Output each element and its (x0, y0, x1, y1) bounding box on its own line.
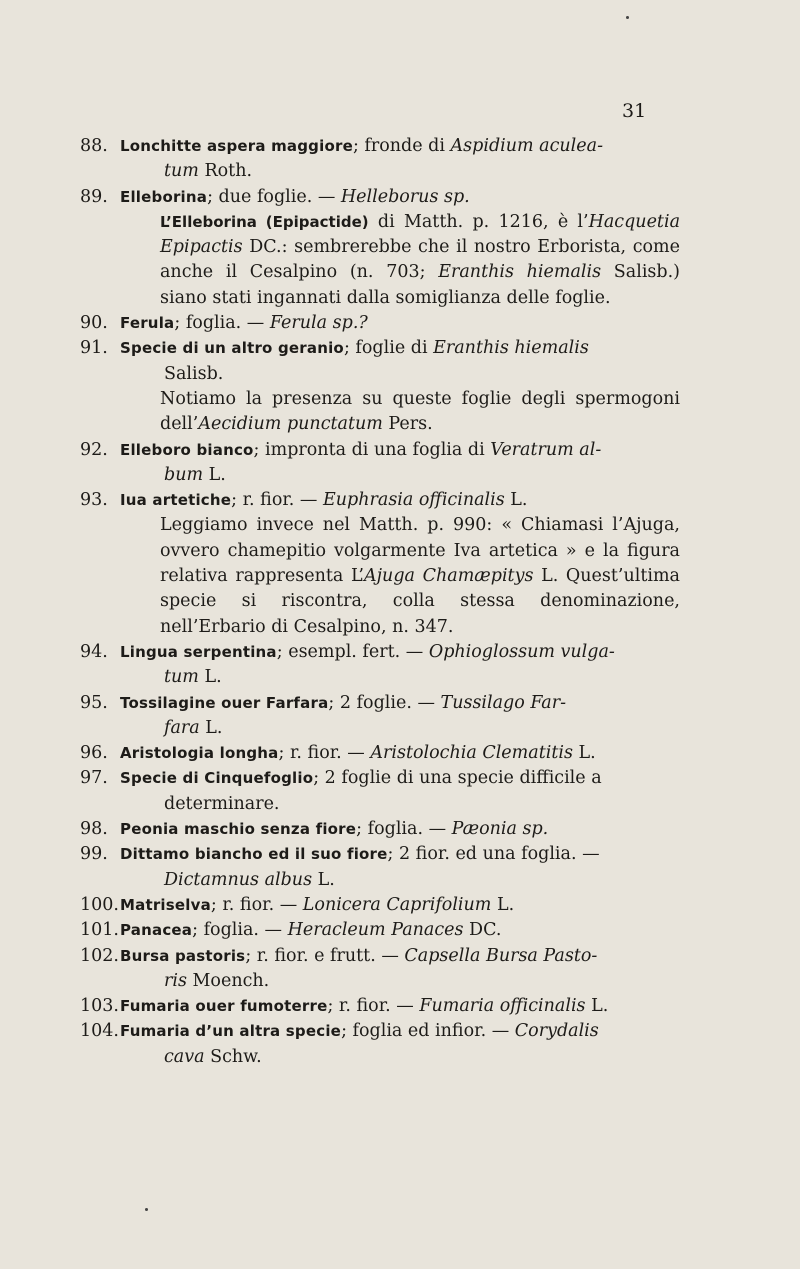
entry-continuation (120, 362, 680, 387)
species-name: Fumaria officinalis (419, 996, 586, 1017)
species-name: cava (164, 1046, 205, 1067)
entry-continuation (120, 868, 680, 893)
entry-103 (80, 994, 680, 1019)
species-name: Capsella Bursa Pasto- (404, 945, 598, 966)
entry-text: ; foglie di (343, 338, 434, 359)
entry-93 (80, 488, 680, 513)
entry-continuation (120, 1045, 680, 1070)
entry-heading: Tossilagine ouer Farfara (120, 693, 329, 712)
entry-98 (80, 817, 680, 842)
entry-list (80, 134, 680, 1070)
entry-heading: Aristologia longha (120, 744, 279, 763)
species-name: tum (164, 161, 199, 182)
entry-heading: Lonchitte aspera maggiore (120, 137, 353, 155)
print-speck (626, 16, 629, 19)
species-name: Ajuga Chamæpitys (363, 566, 534, 587)
entry-text: ; 2 foglie. — (328, 692, 441, 713)
note-text: Pers. (382, 414, 433, 435)
entry-text: L. (312, 869, 335, 890)
entry-number: 100. (80, 894, 119, 915)
note-93 (80, 513, 680, 639)
entry-number: 92. (80, 439, 108, 460)
entry-heading: Peonia maschio senza fiore (120, 820, 357, 839)
entry-text: DC. (463, 920, 502, 941)
entry-number: 101. (80, 920, 119, 941)
species-name: Helleborus sp. (340, 186, 470, 207)
entry-number: 89. (80, 186, 108, 207)
entry-text: L. (585, 996, 609, 1017)
entry-heading: Panacea (120, 921, 193, 940)
entry-100 (80, 893, 680, 918)
entry-text: L. (504, 490, 528, 511)
species-name: Aspidium aculea- (450, 136, 603, 156)
entry-102 (80, 944, 680, 995)
entry-text: L. (572, 743, 596, 764)
entry-text: ; 2 fior. ed una foglia. — (387, 844, 600, 865)
entry-heading: Elleborina (120, 187, 208, 206)
entry-number: 97. (80, 768, 108, 789)
species-name: Aecidium punctatum (198, 414, 383, 435)
entry-text: determinare. (164, 793, 280, 814)
entry-95 (80, 691, 680, 742)
entry-number: 94. (80, 641, 108, 662)
species-name: tum (164, 667, 199, 688)
entry-94 (80, 640, 680, 691)
print-speck (145, 1208, 148, 1211)
entry-heading: Ferula (120, 314, 175, 333)
species-name: Ophioglossum vulga- (428, 641, 615, 662)
entry-number: 99. (80, 844, 108, 865)
entry-text: Schw. (204, 1046, 262, 1067)
entry-continuation (120, 665, 680, 690)
species-name: bum (164, 464, 204, 485)
entry-text: ; foglia. — (192, 920, 288, 941)
note-text: Salisb.) siano stati ingannati dalla somiglianza delle foglie. (160, 262, 680, 308)
entry-92 (80, 438, 680, 489)
entry-heading: Specie di un altro geranio (120, 339, 344, 358)
entry-text: ; r. fior. — (210, 894, 303, 915)
entry-number: 95. (80, 692, 108, 713)
entry-101 (80, 918, 680, 943)
species-name: ris (164, 970, 187, 991)
entry-text: L. (491, 894, 515, 915)
entry-heading: Fumaria d’un altra specie (120, 1022, 342, 1041)
entry-text: L. (203, 464, 226, 485)
species-name: Corydalis (514, 1021, 599, 1042)
species-name: fara (164, 717, 200, 738)
entry-continuation (120, 159, 680, 184)
entry-heading: Specie di Cinquefoglio (120, 769, 314, 788)
entry-heading: Dittamo biancho ed il suo fiore (120, 845, 388, 864)
entry-91 (80, 336, 680, 387)
entry-number: 98. (80, 819, 108, 840)
note-91 (80, 387, 680, 438)
entry-text: ; r. fior. — (278, 743, 371, 764)
species-name: Euphrasia officinalis (323, 490, 505, 511)
note-text: L. Quest’ultima specie si riscontra, colla stessa denominazione, nell’Erbario di Cesalpino, n. 347. (160, 566, 680, 637)
entry-heading: Fumaria ouer fumoterre (120, 997, 328, 1016)
entry-number: 102. (80, 945, 119, 966)
entry-heading: Iua artetiche (120, 491, 232, 510)
entry-number: 88. (80, 136, 108, 156)
entry-heading: Bursa pastoris (120, 946, 246, 965)
entry-number: 91. (80, 338, 108, 359)
species-name: Lonicera Caprifolium (302, 894, 492, 915)
entry-99 (80, 842, 680, 893)
species-name: Ferula sp.? (269, 313, 368, 334)
species-name: Hacquetia Epipactis (160, 211, 680, 258)
species-name: Aristolochia Clematitis (370, 743, 573, 764)
species-name: Dictamnus albus (164, 869, 313, 890)
note-text: DC.: sembrerebbe che il nostro Erborista, come anche il Cesalpino (n. 703; (160, 237, 680, 283)
entry-heading: Lingua serpentina (120, 642, 277, 661)
species-name: Tussilago Far- (440, 692, 567, 713)
species-name: Pæonia sp. (451, 819, 549, 840)
entry-97 (80, 766, 680, 817)
entry-104 (80, 1019, 680, 1070)
entry-text: ; r. fior. e frutt. — (245, 945, 405, 966)
entry-text: Moench. (186, 970, 270, 991)
note-text: Notiamo la presenza su queste foglie degli spermogoni dell’ (160, 388, 680, 435)
entry-text: ; foglia. — (356, 819, 452, 840)
entry-continuation (120, 792, 680, 817)
note-heading: L’Elleborina (Epipactide) (160, 212, 369, 231)
entry-text: L. (198, 667, 222, 688)
entry-text: ; foglia ed infior. — (341, 1021, 515, 1042)
entry-number: 93. (80, 490, 108, 511)
entry-89 (80, 185, 680, 210)
entry-number: 96. (80, 743, 108, 764)
entry-continuation (120, 716, 680, 741)
entry-heading: Matriselva (120, 895, 211, 914)
entry-88 (80, 134, 680, 185)
entry-text: ; fronde di (352, 136, 451, 156)
entry-text: ; foglia. — (174, 313, 270, 334)
species-name: Veratrum al- (490, 439, 602, 460)
entry-text: L. (199, 717, 223, 738)
species-name: Eranthis hiemalis (433, 338, 589, 359)
entry-96 (80, 741, 680, 766)
entry-heading: Elleboro bianco (120, 440, 254, 459)
entry-text: ; impronta di una foglia di (253, 439, 491, 460)
entry-number: 90. (80, 313, 108, 334)
entry-text: ; r. fior. — (327, 996, 420, 1017)
note-text: di Matth. p. 1216, è l’ (368, 211, 589, 232)
entry-number: 103. (80, 996, 119, 1017)
species-name: Heracleum Panaces (287, 920, 464, 941)
entry-text: Roth. (198, 161, 253, 182)
entry-90 (80, 311, 680, 336)
note-89 (80, 210, 680, 311)
entry-text: ; 2 foglie di una specie difficile a (313, 768, 602, 789)
entry-text: ; esempl. fert. — (276, 641, 429, 662)
note-text: Leggiamo invece nel Matth. p. 990: « Chiamasi l’Ajuga, ovvero chamepitio volgarmente Iva artetica » e la figura relativa rappresenta L’ (160, 515, 680, 587)
entry-text: ; due foglie. — (207, 186, 341, 207)
entry-number: 104. (80, 1021, 119, 1042)
entry-text: Salisb. (164, 363, 224, 384)
species-name: Eranthis hiemalis (438, 262, 602, 283)
entry-continuation (120, 969, 680, 994)
entry-continuation (120, 463, 680, 488)
entry-text: ; r. fior. — (231, 490, 323, 511)
page-number: 31 (622, 100, 647, 122)
